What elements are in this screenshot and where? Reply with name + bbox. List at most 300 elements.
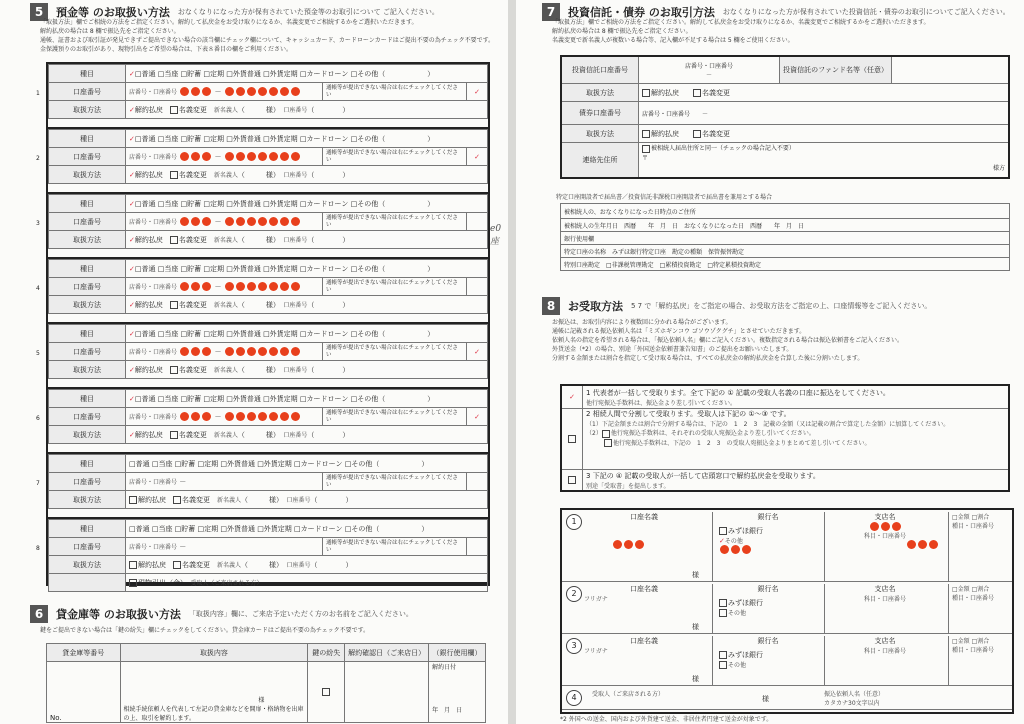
deposit-block	[36, 129, 488, 194]
acct-type-label: 科目・口座番号	[863, 596, 906, 603]
sama-label: 様	[265, 170, 273, 179]
bank-cell[interactable]	[712, 636, 823, 686]
branch-cell[interactable]	[824, 636, 945, 686]
redaction-dot	[870, 522, 879, 531]
nopass-check[interactable]	[467, 408, 488, 426]
checkbox[interactable]	[568, 435, 576, 443]
other-label: その他	[728, 662, 747, 669]
safe-number-cell[interactable]	[47, 662, 121, 723]
type-check-mark: ✓	[129, 134, 135, 143]
redaction-dot	[236, 412, 245, 421]
sama-label: 様	[265, 105, 273, 114]
redaction-dot	[892, 522, 901, 531]
method-cell[interactable]: ✓解約払戻 名義変更 新名義人（ 様） 口座番号（ ）	[126, 101, 488, 119]
note: 通帳に記載される振込依頼人名は「ミズホギンコウ ゴソウゾクグチ」とさせていただきます。	[552, 328, 806, 335]
redaction-dot	[907, 540, 916, 549]
method-cell[interactable]	[639, 125, 1010, 143]
nopass-check[interactable]	[467, 343, 488, 361]
row-label: 取扱方法	[49, 361, 126, 379]
type-cell[interactable]	[126, 390, 488, 408]
mizuho-label: みずほ銀行	[728, 527, 763, 535]
redaction-dot	[258, 217, 267, 226]
nopass-check[interactable]	[467, 278, 488, 296]
note: 分割する金額または割合を指定して受け取る場合は、すべての払戻金の解約払戻金を合算した後に分割いたします。	[552, 355, 864, 362]
acct-num-label: 口座番号	[283, 366, 308, 374]
type-check-mark: ✓	[129, 199, 135, 208]
block-table	[48, 454, 488, 509]
row-label: 取扱方法	[49, 426, 126, 444]
method-cell[interactable]: ✓解約払戻 名義変更 新名義人（ 様） 口座番号（ ）	[126, 296, 488, 314]
row-label: 連絡先住所	[561, 143, 639, 179]
hint: 店番号・口座番号	[129, 348, 178, 356]
redaction-dot	[236, 152, 245, 161]
redaction-dot	[247, 217, 256, 226]
hint: 店番号・口座番号	[685, 63, 734, 70]
bond-acct-cell[interactable]: 店番号・口座番号 －	[639, 102, 1010, 125]
redaction-dot	[258, 87, 267, 96]
row-label: 投資信託口座番号	[561, 56, 639, 84]
row-label: 種目	[49, 455, 126, 473]
option-3	[583, 470, 1010, 492]
cash-out-cell[interactable]	[126, 574, 488, 592]
redaction-dot	[280, 282, 289, 291]
section-number: 6	[30, 605, 48, 623]
checkbox[interactable]	[170, 301, 178, 309]
note: 鍵をご提出できない場合は「鍵の紛失」欄にチェックをしてください。貸金庫カードはご提出不要の為チェック不要です。	[40, 627, 370, 634]
trust-acct-cell[interactable]: 店番号・口座番号 －	[639, 56, 780, 84]
section-number: 7	[542, 3, 560, 21]
option-label: 名義変更	[702, 88, 730, 97]
amount-cell[interactable]	[948, 584, 994, 634]
hint: 店番号・口座番号	[129, 413, 178, 421]
same-as-label: 被相続人届出住所と同一（チェックの場合記入不要）	[651, 145, 795, 152]
new-holder-label: 新名義人	[213, 301, 238, 309]
redaction-dot	[225, 282, 234, 291]
amount-cell[interactable]	[948, 636, 994, 686]
contact-cell[interactable]	[639, 143, 1010, 179]
option-sub-a: （2） 他行宛振込手数料は、それぞれの受取人宛振込金より差し引いてください。	[586, 430, 815, 437]
section-8-header	[542, 296, 931, 316]
hint: 店番号・口座番号	[642, 110, 691, 118]
section-subtitle: おなくなりになった方が保有されていた預金等のお取引について ご記入ください。	[177, 8, 439, 16]
redaction-dot	[258, 152, 267, 161]
note: 外貨送金（*2）の場合、別途「外国送金依頼書兼告知書」のご提出をお願いいたします。	[552, 346, 793, 353]
redaction-dot	[225, 412, 234, 421]
redaction-dot	[180, 217, 189, 226]
option-num: 2	[586, 410, 591, 418]
option-1	[583, 385, 1010, 409]
option-label: 解約払戻	[651, 129, 679, 138]
special-row: 銀行使用欄	[561, 232, 1010, 245]
checkbox[interactable]	[602, 430, 610, 438]
col-header: 取扱内容	[120, 644, 308, 662]
checkbox[interactable]	[693, 130, 701, 138]
type-options: □普通 □当座 □貯蓄 □定期 □外貨普通 □外貨定期 □カードローン □その他（ ）	[134, 394, 435, 403]
sama-label: 様	[265, 365, 273, 374]
bank-cell[interactable]	[712, 512, 823, 582]
type-options: □普通 □当座 □貯蓄 □定期 □外貨普通 □外貨定期 □カードローン □その他（ ）	[129, 459, 429, 468]
block-number: 4	[36, 285, 40, 292]
section-subtitle: 「取扱内容」欄に、ご来店予定いただく方のお名前をご記入ください。	[188, 610, 413, 618]
kin-label: □金額 □割合	[952, 514, 990, 521]
option-label: 名義変更	[178, 365, 207, 374]
name-label: 口座名義	[630, 637, 658, 645]
option-label: 名義変更	[178, 235, 207, 244]
name-label: 口座名義	[630, 513, 658, 521]
row-label: 種目	[49, 65, 126, 83]
deposit-block	[36, 259, 488, 324]
row-label: 取扱方法	[49, 166, 126, 184]
account-cell[interactable]: 店番号・口座番号 －	[126, 473, 323, 491]
method-check-mark: ✓	[129, 235, 135, 244]
method-check-mark: ✓	[129, 105, 135, 114]
section-5-notes	[40, 18, 500, 54]
branch-cell[interactable]	[824, 512, 945, 582]
type-options: □普通 □当座 □貯蓄 □定期 □外貨普通 □外貨定期 □カードローン □その他（ ）	[134, 264, 435, 273]
payee-number: 4	[566, 690, 582, 706]
section-subtitle: おなくなりになった方が保有されていた投資信託・債券のお取引についてご記入ください。	[722, 8, 1010, 16]
deposit-block	[36, 324, 488, 389]
account-cell[interactable]: 店番号・口座番号 －	[126, 408, 323, 426]
row-label: 種目	[49, 260, 126, 278]
row-label: 種目	[49, 195, 126, 213]
branch-cell[interactable]	[824, 584, 945, 634]
deposit-block	[36, 194, 488, 259]
type-check-mark: ✓	[129, 69, 135, 78]
redaction-dot	[180, 282, 189, 291]
trust-table	[560, 55, 1010, 179]
row-label: 種目	[49, 390, 126, 408]
redaction-dot	[202, 217, 211, 226]
content-text: 相続手続依頼人を代表して左記の貸金庫などを開扉・格納物を出庫の上、取引を解約します。	[123, 706, 304, 722]
payee-row	[562, 634, 1012, 686]
checkbox[interactable]	[719, 527, 727, 535]
date-cell[interactable]	[345, 662, 429, 723]
kaiyaku-label: 解約日付	[432, 664, 457, 671]
checkbox[interactable]	[568, 476, 576, 484]
nopass-check[interactable]	[467, 473, 488, 491]
acct-num-label: 口座番号	[283, 106, 308, 114]
type-options: □普通 □当座 □貯蓄 □定期 □外貨普通 □外貨定期 □カードローン □その他（ ）	[134, 134, 435, 143]
sama-label: 様	[258, 697, 265, 704]
type-check-mark: ✓	[129, 329, 135, 338]
deposit-block	[36, 454, 488, 519]
checkbox[interactable]	[604, 439, 612, 447]
row-label: 口座番号	[49, 83, 126, 101]
checkbox[interactable]	[173, 561, 181, 569]
cash-out-label: 現物引出（金）	[138, 578, 184, 587]
row-label: 取扱方法	[561, 84, 639, 102]
sama-label: 様方	[992, 164, 1005, 172]
type-cell[interactable]	[126, 325, 488, 343]
redaction-dot	[236, 282, 245, 291]
note: 金保護預りのお取引があり、現物引出をご希望の場合は、下表８番目の欄をご利用ください。	[40, 46, 293, 53]
block-number: 3	[36, 220, 40, 227]
method-cell[interactable]: 解約払戻 名義変更 新名義人（ 様） 口座番号（ ）	[126, 491, 488, 509]
redaction-dot	[236, 347, 245, 356]
row-label: 種目	[49, 130, 126, 148]
account-cell[interactable]: 店番号・口座番号 －	[126, 278, 323, 296]
option-3-check[interactable]	[561, 470, 583, 492]
option-label: 解約払戻	[134, 300, 163, 309]
option-label: 解約払戻	[134, 365, 163, 374]
row-label: 取扱方法	[49, 296, 126, 314]
payee-number: 3	[566, 638, 582, 654]
sama-label: 様	[692, 571, 699, 579]
section-6-header	[30, 604, 413, 624]
nopass-check[interactable]	[467, 213, 488, 231]
method-cell[interactable]: ✓解約払戻 名義変更 新名義人（ 様） 口座番号（ ）	[126, 361, 488, 379]
section-title: お受取方法	[568, 300, 623, 313]
type-cell[interactable]	[126, 195, 488, 213]
note: 特定口座開設者で届出書／投資信託非課税口座開設者で届出書を兼用とする場合	[556, 194, 773, 201]
col-header: 解約確認日（ご来店日）	[345, 644, 429, 662]
acct-num-label: 口座番号	[283, 171, 308, 179]
account-cell[interactable]: 店番号・口座番号 －	[126, 343, 323, 361]
special-table	[560, 203, 1010, 271]
row-label: 口座番号	[49, 213, 126, 231]
checkbox[interactable]	[642, 89, 650, 97]
redaction-dot	[929, 540, 938, 549]
redaction-dot	[613, 540, 622, 549]
checkbox[interactable]	[719, 661, 727, 669]
redaction-dot	[247, 412, 256, 421]
sama-label: 様	[762, 695, 769, 703]
payee-table	[560, 508, 1014, 714]
redaction-dot	[291, 412, 300, 421]
block-number: 1	[36, 90, 40, 97]
row-label: 取扱方法	[49, 491, 126, 509]
method-cell[interactable]: ✓解約払戻 名義変更 新名義人（ 様） 口座番号（ ）	[126, 166, 488, 184]
checkbox[interactable]	[719, 651, 727, 659]
col-header: 貸金庫等番号	[47, 644, 121, 662]
type-options: □普通 □当座 □貯蓄 □定期 □外貨普通 □外貨定期 □カードローン □その他（ ）	[134, 329, 435, 338]
sub2a-text: 他行宛振込手数料は、それぞれの受取人宛振込金より差し引いてください。	[610, 430, 815, 437]
section-7-notes	[552, 18, 930, 45]
redaction-dot	[720, 545, 729, 554]
account-cell[interactable]: 店番号・口座番号 －	[126, 148, 323, 166]
redaction-dot	[180, 347, 189, 356]
mizuho-label: みずほ銀行	[728, 599, 763, 607]
other-label: その他	[728, 610, 747, 617]
option-text: 代表者が一括して受取ります。全て下記の ① 記載の受取人名義の口座に振込をしてください。	[592, 388, 890, 397]
mizuho-label: みずほ銀行	[728, 651, 763, 659]
section-8-notes	[552, 318, 903, 363]
amount-cell[interactable]	[948, 512, 994, 582]
branch-label: 支店名	[874, 585, 896, 593]
checkbox[interactable]	[129, 579, 137, 587]
method-cell[interactable]: ✓解約払戻 名義変更 新名義人（ 様） 口座番号（ ）	[126, 426, 488, 444]
page-gutter	[508, 0, 516, 724]
redaction-dot	[731, 545, 740, 554]
branch-label: 支店名	[874, 637, 896, 645]
new-holder-label: 新名義人	[213, 106, 238, 114]
checkbox[interactable]	[719, 599, 727, 607]
redaction-dot	[291, 152, 300, 161]
sama-label: 様	[269, 560, 277, 569]
redaction-dot	[258, 412, 267, 421]
sama-label: 様	[265, 300, 273, 309]
option-2-check[interactable]	[561, 409, 583, 470]
method-cell[interactable]: ✓解約払戻 名義変更 新名義人（ 様） 口座番号（ ）	[126, 231, 488, 249]
checkbox[interactable]	[719, 609, 727, 617]
kind-acct-label: 種目・口座番号	[952, 647, 995, 654]
option-label: 解約払戻	[138, 560, 166, 569]
footnote: *2 外国への送金、国内および外貨建て送金、非居住者円建て送金が対象です。	[560, 716, 773, 723]
option-sub: （1）下記金額または割合で分割する場合は、下記の 1 2 3 記載の金額（又は記載の割合で算定した金額）に加算してください。	[586, 421, 950, 428]
no-label: No.	[50, 714, 62, 722]
bank-cell[interactable]	[712, 584, 823, 634]
note: 「取扱方法」欄でご相続の方法をご指定ください。解約して払戻金をお受け取りになるか、名義変更でご相続するかをご選択いただきます。	[40, 19, 418, 26]
row-label: 口座番号	[49, 278, 126, 296]
section-5-table	[36, 62, 490, 587]
redaction-dot	[180, 152, 189, 161]
checkbox[interactable]	[642, 145, 650, 153]
checkbox[interactable]	[129, 561, 137, 569]
account-cell[interactable]: 店番号・口座番号 －	[126, 538, 323, 556]
checkbox[interactable]	[170, 106, 178, 114]
payee-row	[562, 582, 1012, 634]
redaction-dot	[269, 87, 278, 96]
recipient-label: 受取人（ご来店される方）	[190, 579, 263, 587]
acct-num-label: 口座番号	[286, 561, 311, 569]
nopass-check-mark: ✓	[474, 152, 480, 161]
account-cell[interactable]: 店番号・口座番号 －	[126, 213, 323, 231]
type-cell[interactable]	[126, 130, 488, 148]
type-options: □普通 □当座 □貯蓄 □定期 □外貨普通 □外貨定期 □カードローン □その他（ ）	[134, 199, 435, 208]
hint: 店番号・口座番号	[129, 153, 178, 161]
redaction-dot	[280, 217, 289, 226]
option-label: 解約払戻	[134, 170, 163, 179]
section-subtitle: 5 7 で「解約払戻」をご指定の場合、お受取方法をご指定の上、口座情報等をご記入ください。	[631, 302, 932, 310]
sama-label: 様	[269, 495, 277, 504]
section-number: 5	[30, 3, 48, 21]
checkbox[interactable]	[170, 236, 178, 244]
row-label: 口座番号	[49, 148, 126, 166]
fund-cell[interactable]	[892, 56, 1010, 84]
option-label: 名義変更	[182, 495, 210, 504]
type-cell[interactable]	[126, 520, 488, 538]
nopass-check[interactable]	[467, 538, 488, 556]
method-cell[interactable]: 解約払戻 名義変更 新名義人（ 様） 口座番号（ ）	[126, 556, 488, 574]
redaction-dot	[202, 347, 211, 356]
checkbox[interactable]	[129, 496, 137, 504]
method-check-mark: ✓	[129, 365, 135, 374]
sama-label: 様	[265, 430, 273, 439]
content-cell	[120, 662, 308, 723]
acct-num-label: 口座番号	[283, 301, 308, 309]
option-1-check[interactable]	[561, 385, 583, 409]
block-table	[48, 259, 488, 314]
kind-acct-label: 種目・口座番号	[952, 595, 995, 602]
nopass-label: 通帳等が提出できない場合は右にチェックしてください	[323, 278, 467, 296]
date-label: 年 月 日	[432, 707, 463, 714]
row-label: 取扱方法	[49, 231, 126, 249]
acct-type-label: 科目・口座番号	[863, 533, 906, 540]
special-row: 被相続人の、おなくなりになった日時点のご住所	[561, 204, 1010, 219]
block-table	[48, 194, 488, 249]
redaction-dot	[236, 217, 245, 226]
section-title: 貸金庫等 のお取扱い方法	[56, 608, 181, 621]
key-lost-checkbox[interactable]	[322, 688, 330, 696]
block-number: 7	[36, 480, 40, 487]
sama-label: 様	[265, 235, 273, 244]
block-number: 8	[36, 545, 40, 552]
redaction-dot	[247, 347, 256, 356]
key-lost-cell[interactable]	[308, 662, 345, 723]
left-page	[0, 0, 508, 724]
option-2	[583, 409, 1010, 470]
nopass-check-mark: ✓	[474, 87, 480, 96]
redaction-dot	[247, 282, 256, 291]
section-6-note	[40, 626, 369, 635]
block-table	[48, 129, 488, 184]
nopass-check[interactable]	[467, 148, 488, 166]
special-title	[556, 193, 772, 202]
nopass-label: 通帳等が提出できない場合は右にチェックしてください	[323, 148, 467, 166]
redaction-dot	[269, 152, 278, 161]
check-mark: ✓	[569, 393, 575, 401]
checkbox[interactable]	[173, 496, 181, 504]
new-holder-label: 新名義人	[213, 431, 238, 439]
method-cell[interactable]	[639, 84, 1010, 102]
redaction-dot	[291, 282, 300, 291]
block-number: 5	[36, 350, 40, 357]
section-number: 8	[542, 297, 560, 315]
type-cell[interactable]	[126, 65, 488, 83]
bank-label: 銀行名	[757, 585, 779, 593]
new-holder-label: 新名義人	[213, 366, 238, 374]
hint: 店番号・口座番号	[129, 218, 178, 226]
nopass-check[interactable]	[467, 83, 488, 101]
row-label: 口座番号	[49, 343, 126, 361]
option-label: 名義変更	[178, 430, 207, 439]
special-row: 特別口座勘定 □非課税管理勘定 □累積投資勘定 □特定累積投資勘定	[561, 258, 1010, 271]
hint: 店番号・口座番号	[129, 88, 178, 96]
hint: 店番号・口座番号	[129, 283, 178, 291]
redaction-dot	[202, 412, 211, 421]
checkbox[interactable]	[170, 171, 178, 179]
nopass-check-mark: ✓	[474, 412, 480, 421]
account-cell[interactable]: 店番号・口座番号 －	[126, 83, 323, 101]
type-cell[interactable]	[126, 260, 488, 278]
option-label: 名義変更	[178, 170, 207, 179]
block-table	[48, 324, 488, 379]
checkbox[interactable]	[170, 366, 178, 374]
special-row: 被相続人の生年月日 西暦 年 月 日 おなくなりになった日 西暦 年 月 日	[561, 219, 1010, 232]
checkbox[interactable]	[693, 89, 701, 97]
option-sub-b	[586, 440, 870, 447]
handwritten-note: e0座	[490, 224, 502, 247]
nopass-check-mark: ✓	[474, 347, 480, 356]
payer-hint: カタカナ30文字以内	[824, 700, 880, 707]
option-text: 相続人間で分割して受取ります。受取人は下記の ①〜③ です。	[592, 410, 791, 418]
redaction-dot	[291, 217, 300, 226]
checkbox[interactable]	[170, 431, 178, 439]
row-label: 投資信託のファンド名等（任意）	[780, 56, 892, 84]
row-label: 口座番号	[49, 408, 126, 426]
redaction-dot	[269, 217, 278, 226]
redaction-dot	[280, 347, 289, 356]
redaction-dot	[180, 87, 189, 96]
row-label: 口座番号	[49, 473, 126, 491]
type-cell[interactable]	[126, 455, 488, 473]
redaction-dot	[635, 540, 644, 549]
acct-num-label: 口座番号	[283, 431, 308, 439]
checkbox[interactable]	[642, 130, 650, 138]
type-options: □普通 □当座 □貯蓄 □定期 □外貨普通 □外貨定期 □カードローン □その他（ ）	[129, 524, 429, 533]
new-holder-label: 新名義人	[217, 561, 242, 569]
